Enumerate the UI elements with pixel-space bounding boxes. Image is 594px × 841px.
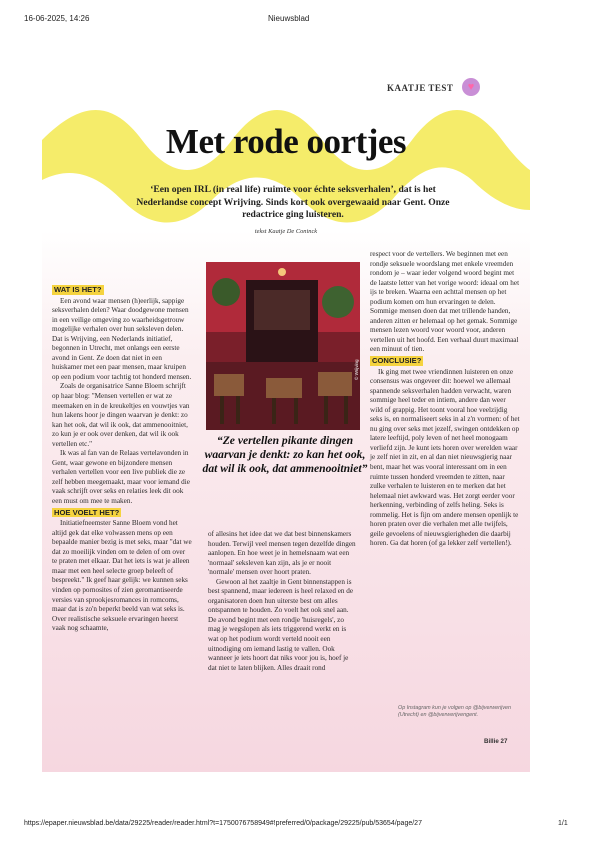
browser-url[interactable]: https://epaper.nieuwsblad.be/data/29225/reader/reader.html?t=1750076758949#!preferred/0/package/29225/pub/53654/page/27 (24, 820, 422, 827)
photo-credit: © Wrijving (354, 359, 359, 380)
paragraph: Gewoon al het zaaltje in Gent binnenstappen is best spannend, maar iedereen is heel relaxed en de organisatoren doen hun uiterste best om alles ontspannen te houden. Zo voelt het ook snel aan. De avond begint met een rondje 'huisregels', zo mag je wegslopen als iets triggerend werkt en is wat op het podium wordt verteld nooit een uitnodiging om iemand lastig te vallen. Ook wanneer je iets hoort dat niks voor jou is, hoef je dat niet te laten blijken. Alles draait rond (208, 577, 354, 672)
paragraph: Ik ging met twee vriendinnen luisteren en onze consensus was ongeveer dit: hoewel we allemaal spannende seksverhalen hadden verwacht, waren sommige heel teder en intiem, andere dan weer wild of grappig. Het toont vooral hoe veelzijdig seks is, en normaliseert seks in al z'n vormen: of het nu ging over seks met jezelf, swingen ontdekken op latere leeftijd, poly leven of net heel monogaam verliefd zijn. Je kunt iets horen over werelden waar je zelf niet in zit, en al dan niet nieuwsgierig naar bent, maar het was vooral interessant om in een ruimte tussen honderd vreemden te zitten, naar zulke verhalen te luisteren en te merken dat het helemaal niet awkward was. Het zorgt eerder voor herkenning, verbinding of zelfs heling. Seks is rommelig. Het is fijn om andere mensen openlijk te horen praten over die verhalen met alle twijfels, geile gevoelens of nieuwsgierigheden die daarbij horen. Ga dat horen (of ga lekker zelf vertellen!). (370, 367, 520, 548)
instagram-credit: Op Instagram kun je volgen op @bijverwerijven (Utrecht) en @bijverwerijvengent. (398, 705, 512, 718)
browser-site-title: Nieuwsblad (268, 14, 310, 23)
column-3 (370, 250, 520, 549)
yellow-wave-decoration (42, 60, 530, 280)
heart-icon: ♥ (462, 78, 480, 96)
pull-quote: “Ze vertellen pikante dingen waarvan je denkt: zo kan het ook, dat wil ik ook, dat ammenooitniet” (202, 434, 368, 475)
paragraph: Een avond waar mensen (h)eerlijk, sappige seksverhalen delen? Waar doodgewone mensen in een veilige omgeving zo waarheidsgetrouw mogelijke verhalen over hun seksleven delen. Dat is Wrijving, een Nederlands initiatief, begonnen in Utrecht, met onlangs een eerste avond in Gent. Ze doen dat niet in een huiskamer met een paar mensen, maar kruipen op een podium voor tachtig tot honderd mensen. (52, 296, 192, 381)
page-folio: Billie 27 (484, 738, 508, 745)
paragraph: Initiatiefneemster Sanne Bloem vond het altijd gek dat elke volwassen mens op een bepaalde manier bezig is met seks, maar "dat we dat zo moeilijk vinden om te delen of om over te praten met elkaar. Dat het iets is wat je alleen maar met een heel selecte groep beleeft of bespreekt." Ik geef haar gelijk: we kunnen seks vinden op pornosites of zien geromantiseerde versies van sprookjesromances in romcoms, maar dat is zo'n beperkt beeld van wat seks is. Over realistische seksuele ervaringen heerst vaak nog schaamte, (52, 519, 192, 633)
article-byline: tekst Kaatje De Coninck (254, 228, 318, 235)
browser-datetime: 16-06-2025, 14:26 (24, 14, 90, 23)
subheading-wat-is-het: WAT IS HET? (54, 285, 102, 294)
column-2 (208, 530, 358, 673)
column-1 (52, 284, 192, 634)
subheading-hoe-voelt-het: HOE VOELT HET? (54, 507, 120, 517)
event-photo (206, 262, 360, 430)
paragraph: Zoals de organisatrice Sanne Bloem schrijft op haar blog: "Mensen vertellen er wat ze meemaken en in de kreukeltjes en vouwtjes van hun lakens hoor je dingen waarvan je denkt: zo kan het ook, dat wil ik ook, dat ammenooitniet, zo kun je er ook over denken, dat wil ik ook vertellen etc." (52, 382, 190, 448)
paragraph: respect voor de vertellers. We beginnen met een rondje seksuele woordslang met enkele vreemden rondom je – waar ieder volgend woord begint met de laatste letter van het vorige woord: ideaal om het ijs te breken. Waarna een achttal mensen op het podium komen om hun ervaringen te delen. Sommige mensen doen dat met trillende handen, anderen zitten er helemaal op het gemak. Sommige mensen lezen woord voor woord voor, anderen vertellen uit het hoofd. Een verhaal duurt maximaal een minuut of tien. (370, 250, 520, 354)
subheading-conclusie: CONCLUSIE? (372, 356, 422, 366)
section-kicker: KAATJE TEST (387, 83, 454, 93)
article-page (42, 60, 530, 772)
paragraph: Ik was al fan van de Relaas vertelavonden in Gent, waar gewone en bijzondere mensen verhalen vertellen voor een live publiek die ze zelf hebben meegemaakt, maar voor iemand die vaak schrijft over seks en relaties leek dit ook een must om mee te maken. (52, 449, 190, 506)
paragraph: of allesins het idee dat we dat best binnenskamers houden. Terwijl veel mensen tegen dezelfde dingen aanlopen. En hoe weet je in hemelsnaam wat een 'normaal' seksleven kan zijn, als je er nooit 'normale' mensen over hoort praten. (208, 530, 356, 577)
article-intro: ‘Een open IRL (in real life) ruimte voor échte seksverhalen’, dat is het Nederlandse concept Wrijving. Sinds kort ook overgewaaid naar Gent. Onze redactrice ging luisteren. (136, 184, 450, 221)
page-count: 1/1 (558, 820, 568, 827)
article-title: Met rode oortjes (165, 122, 407, 161)
